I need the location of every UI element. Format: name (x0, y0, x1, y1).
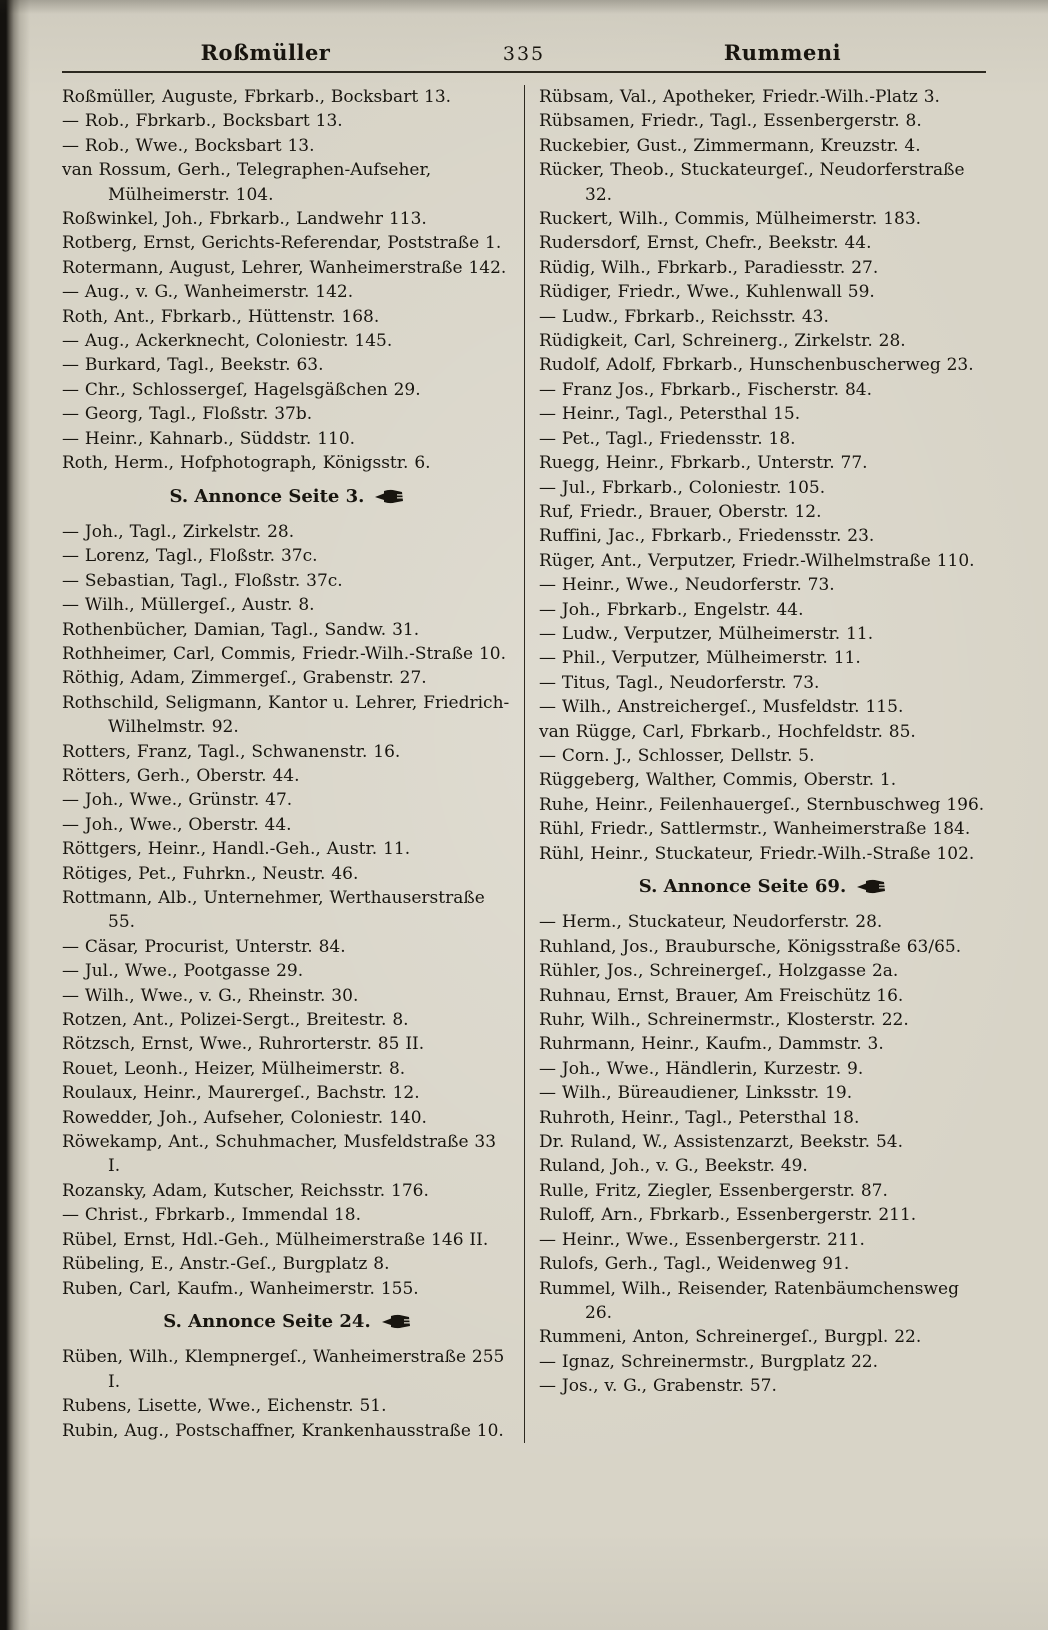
directory-entry: Ruloff, Arn., Fbrkarb., Essenbergerstr. 211. (539, 1205, 917, 1226)
annonce-text: S. Annonce Seite 69. (638, 876, 847, 897)
directory-entry: — Joh., Fbrkarb., Engelstr. 44. (539, 599, 804, 620)
directory-entry: Rüger, Ant., Verputzer, Friedr.-Wilhelmstraße 110. (539, 550, 975, 571)
directory-entry: Ruben, Carl, Kaufm., Wanheimerstr. 155. (62, 1278, 419, 1299)
directory-entry: Rötiges, Pet., Fuhrkn., Neustr. 46. (62, 863, 359, 884)
directory-entry: Rüdig, Wilh., Fbrkarb., Paradiesstr. 27. (539, 257, 879, 278)
directory-entry: Roth, Ant., Fbrkarb., Hüttenstr. 168. (62, 306, 380, 327)
directory-entry: Rücker, Theob., Stuckateurgeſ., Neudorferstraße 32. (539, 160, 965, 205)
directory-entry: Ruland, Joh., v. G., Beekstr. 49. (539, 1156, 808, 1177)
directory-entry: Rudolf, Adolf, Fbrkarb., Hunschenbuscherweg 23. (539, 355, 974, 376)
directory-entry: — Jos., v. G., Grabenstr. 57. (539, 1376, 777, 1397)
directory-entry: — Wilh., Müllergeſ., Austr. 8. (62, 595, 315, 616)
directory-entry: — Pet., Tagl., Friedensstr. 18. (539, 428, 796, 449)
directory-entry: Rothenbücher, Damian, Tagl., Sandw. 31. (62, 619, 420, 640)
annonce-note (539, 875, 986, 901)
directory-entry: — Jul., Wwe., Pootgasse 29. (62, 961, 304, 982)
directory-entry: — Ignaz, Schreinermstr., Burgplatz 22. (539, 1351, 879, 1372)
directory-entry: Rübel, Ernst, Hdl.-Geh., Mülheimerstraße 146 II. (62, 1229, 489, 1250)
directory-entry: Rüdiger, Friedr., Wwe., Kuhlenwall 59. (539, 282, 875, 303)
directory-entry: Ruhroth, Heinr., Tagl., Petersthal 18. (539, 1107, 860, 1128)
directory-entry: Ruf, Friedr., Brauer, Oberstr. 12. (539, 501, 822, 522)
directory-entry: Rudersdorf, Ernst, Chefr., Beekstr. 44. (539, 233, 872, 254)
header-keyword-right: Rummeni (723, 40, 842, 65)
directory-entry: — Cäsar, Procurist, Unterstr. 84. (62, 936, 346, 957)
directory-entry: Rötzsch, Ernst, Wwe., Ruhrorterstr. 85 II. (62, 1034, 425, 1055)
directory-entry: Röttgers, Heinr., Handl.-Geh., Austr. 11. (62, 839, 411, 860)
directory-entry: Rouet, Leonh., Heizer, Mülheimerstr. 8. (62, 1058, 406, 1079)
directory-entry: Röthig, Adam, Zimmergeſ., Grabenstr. 27. (62, 668, 427, 689)
header-rule (62, 71, 986, 73)
directory-entry: — Ludw., Verputzer, Mülheimerstr. 11. (539, 623, 874, 644)
directory-entry: — Georg, Tagl., Floßstr. 37b. (62, 404, 313, 425)
directory-columns (62, 85, 986, 1443)
directory-entry: — Titus, Tagl., Neudorferstr. 73. (539, 672, 820, 693)
pointing-hand-icon (381, 1312, 411, 1336)
directory-entry: Rummel, Wilh., Reisender, Ratenbäumchensweg 26. (539, 1278, 959, 1323)
directory-entry: — Herm., Stuckateur, Neudorferstr. 28. (539, 912, 883, 933)
header-keyword-left: Roßmüller (200, 40, 331, 65)
directory-entry: Dr. Ruland, W., Assistenzarzt, Beekstr. 54. (539, 1132, 903, 1153)
directory-entry: — Joh., Wwe., Grünstr. 47. (62, 790, 293, 811)
directory-entry: van Rügge, Carl, Fbrkarb., Hochfeldstr. 85. (539, 721, 916, 742)
directory-entry: — Jul., Fbrkarb., Coloniestr. 105. (539, 477, 826, 498)
directory-entry: Roulaux, Heinr., Maurergeſ., Bachstr. 12. (62, 1083, 420, 1104)
directory-entry: — Joh., Wwe., Oberstr. 44. (62, 814, 292, 835)
directory-entry: Rubin, Aug., Postschaffner, Krankenhausstraße 10. (62, 1420, 504, 1441)
directory-entry: Rozansky, Adam, Kutscher, Reichsstr. 176. (62, 1180, 429, 1201)
directory-entry: — Phil., Verputzer, Mülheimerstr. 11. (539, 648, 861, 669)
directory-entry: Rühl, Friedr., Sattlermstr., Wanheimerstraße 184. (539, 819, 971, 840)
directory-entry: — Christ., Fbrkarb., Immendal 18. (62, 1205, 362, 1226)
directory-entry: van Rossum, Gerh., Telegraphen-Aufseher, Mülheimerstr. 104. (62, 160, 432, 205)
directory-entry: Rulofs, Gerh., Tagl., Weidenweg 91. (539, 1254, 850, 1275)
annonce-note (62, 485, 512, 511)
directory-entry: Ruhland, Jos., Braubursche, Königsstraße 63/65. (539, 936, 962, 957)
directory-entry: Röwekamp, Ant., Schuhmacher, Musfeldstraße 33 I. (62, 1132, 497, 1177)
directory-entry: — Wilh., Anstreichergeſ., Musfeldstr. 115. (539, 697, 904, 718)
page-number: 335 (502, 43, 546, 65)
page-content (62, 40, 986, 1443)
directory-entry: Rowedder, Joh., Aufseher, Coloniestr. 140. (62, 1107, 427, 1128)
directory-entry: Ruhnau, Ernst, Brauer, Am Freischütz 16. (539, 985, 904, 1006)
directory-entry: Rotters, Franz, Tagl., Schwanenstr. 16. (62, 741, 401, 762)
directory-entry: Ruhr, Wilh., Schreinermstr., Klosterstr. 22. (539, 1010, 909, 1031)
directory-entry: Ruffini, Jac., Fbrkarb., Friedensstr. 23. (539, 526, 875, 547)
directory-entry: — Corn. J., Schlosser, Dellstr. 5. (539, 745, 815, 766)
directory-entry: — Joh., Wwe., Händlerin, Kurzestr. 9. (539, 1058, 864, 1079)
directory-entry: Rummeni, Anton, Schreinergeſ., Burgpl. 22. (539, 1327, 922, 1348)
column-left (62, 85, 524, 1443)
directory-entry: — Heinr., Tagl., Petersthal 15. (539, 404, 801, 425)
directory-entry: — Aug., Ackerknecht, Coloniestr. 145. (62, 331, 393, 352)
directory-entry: Ruhe, Heinr., Feilenhauergeſ., Sternbuschweg 196. (539, 794, 985, 815)
pointing-hand-icon (856, 877, 886, 901)
directory-entry: — Burkard, Tagl., Beekstr. 63. (62, 355, 324, 376)
annonce-note (62, 1310, 512, 1336)
binding-shadow (0, 0, 30, 1630)
directory-entry: Rothheimer, Carl, Commis, Friedr.-Wilh.-Straße 10. (62, 643, 506, 664)
directory-entry: — Rob., Fbrkarb., Bocksbart 13. (62, 111, 343, 132)
directory-entry: — Lorenz, Tagl., Floßstr. 37c. (62, 546, 318, 567)
directory-entry: — Chr., Schlossergeſ, Hagelsgäßchen 29. (62, 379, 421, 400)
page-header (62, 40, 986, 65)
annonce-text: S. Annonce Seite 24. (163, 1310, 371, 1332)
directory-entry: — Franz Jos., Fbrkarb., Fischerstr. 84. (539, 379, 872, 400)
column-right (524, 85, 986, 1443)
page-top-shadow (0, 0, 1048, 14)
directory-entry: Ruckert, Wilh., Commis, Mülheimerstr. 183. (539, 209, 922, 230)
directory-entry: Rühl, Heinr., Stuckateur, Friedr.-Wilh.-Straße 102. (539, 843, 975, 864)
directory-entry: Rüdigkeit, Carl, Schreinerg., Zirkelstr. 28. (539, 331, 906, 352)
directory-entry: Roth, Herm., Hofphotograph, Königsstr. 6. (62, 453, 431, 474)
directory-entry: — Ludw., Fbrkarb., Reichsstr. 43. (539, 306, 829, 327)
directory-entry: — Sebastian, Tagl., Floßstr. 37c. (62, 570, 343, 591)
directory-entry: Roßmüller, Auguste, Fbrkarb., Bocksbart 13. (62, 87, 452, 107)
directory-entry: Rubens, Lisette, Wwe., Eichenstr. 51. (62, 1396, 387, 1417)
directory-entry: Roßwinkel, Joh., Fbrkarb., Landwehr 113. (62, 209, 427, 230)
directory-entry: Rüggeberg, Walther, Commis, Oberstr. 1. (539, 770, 897, 791)
directory-entry: Rübsamen, Friedr., Tagl., Essenbergerstr. 8. (539, 111, 922, 132)
pointing-hand-icon (374, 487, 404, 511)
directory-entry: Rotberg, Ernst, Gerichts-Referendar, Poststraße 1. (62, 233, 502, 254)
directory-entry: Rübsam, Val., Apotheker, Friedr.-Wilh.-Platz 3. (539, 87, 940, 107)
directory-entry: Rüben, Wilh., Klempnergeſ., Wanheimerstraße 255 I. (62, 1347, 505, 1392)
directory-entry: Rötters, Gerh., Oberstr. 44. (62, 765, 300, 786)
directory-entry: Rottmann, Alb., Unternehmer, Werthauserstraße 55. (62, 888, 485, 933)
directory-entry: — Heinr., Kahnarb., Süddstr. 110. (62, 428, 356, 449)
directory-entry: — Heinr., Wwe., Essenbergerstr. 211. (539, 1229, 865, 1250)
directory-entry: Rothschild, Seligmann, Kantor u. Lehrer, Friedrich-Wilhelmstr. 92. (62, 692, 510, 738)
directory-entry: Rulle, Fritz, Ziegler, Essenbergerstr. 87. (539, 1180, 888, 1201)
directory-entry: Rübeling, E., Anstr.-Geſ., Burgplatz 8. (62, 1254, 390, 1275)
directory-entry: Rotermann, August, Lehrer, Wanheimerstraße 142. (62, 257, 507, 278)
directory-entry: Rotzen, Ant., Polizei-Sergt., Breitestr. 8. (62, 1010, 409, 1031)
directory-entry: — Wilh., Büreaudiener, Linksstr. 19. (539, 1083, 853, 1104)
directory-entry: Ruhrmann, Heinr., Kaufm., Dammstr. 3. (539, 1034, 884, 1055)
annonce-text: S. Annonce Seite 3. (169, 485, 365, 507)
directory-entry: Ruegg, Heinr., Fbrkarb., Unterstr. 77. (539, 453, 868, 474)
directory-entry: — Rob., Wwe., Bocksbart 13. (62, 135, 315, 156)
directory-entry: Ruckebier, Gust., Zimmermann, Kreuzstr. 4. (539, 135, 921, 156)
directory-entry: Rühler, Jos., Schreinergeſ., Holzgasse 2a. (539, 961, 899, 982)
directory-entry: — Heinr., Wwe., Neudorferstr. 73. (539, 575, 835, 596)
directory-entry: — Aug., v. G., Wanheimerstr. 142. (62, 282, 354, 303)
directory-entry: — Wilh., Wwe., v. G., Rheinstr. 30. (62, 985, 359, 1006)
directory-entry: — Joh., Tagl., Zirkelstr. 28. (62, 521, 295, 542)
